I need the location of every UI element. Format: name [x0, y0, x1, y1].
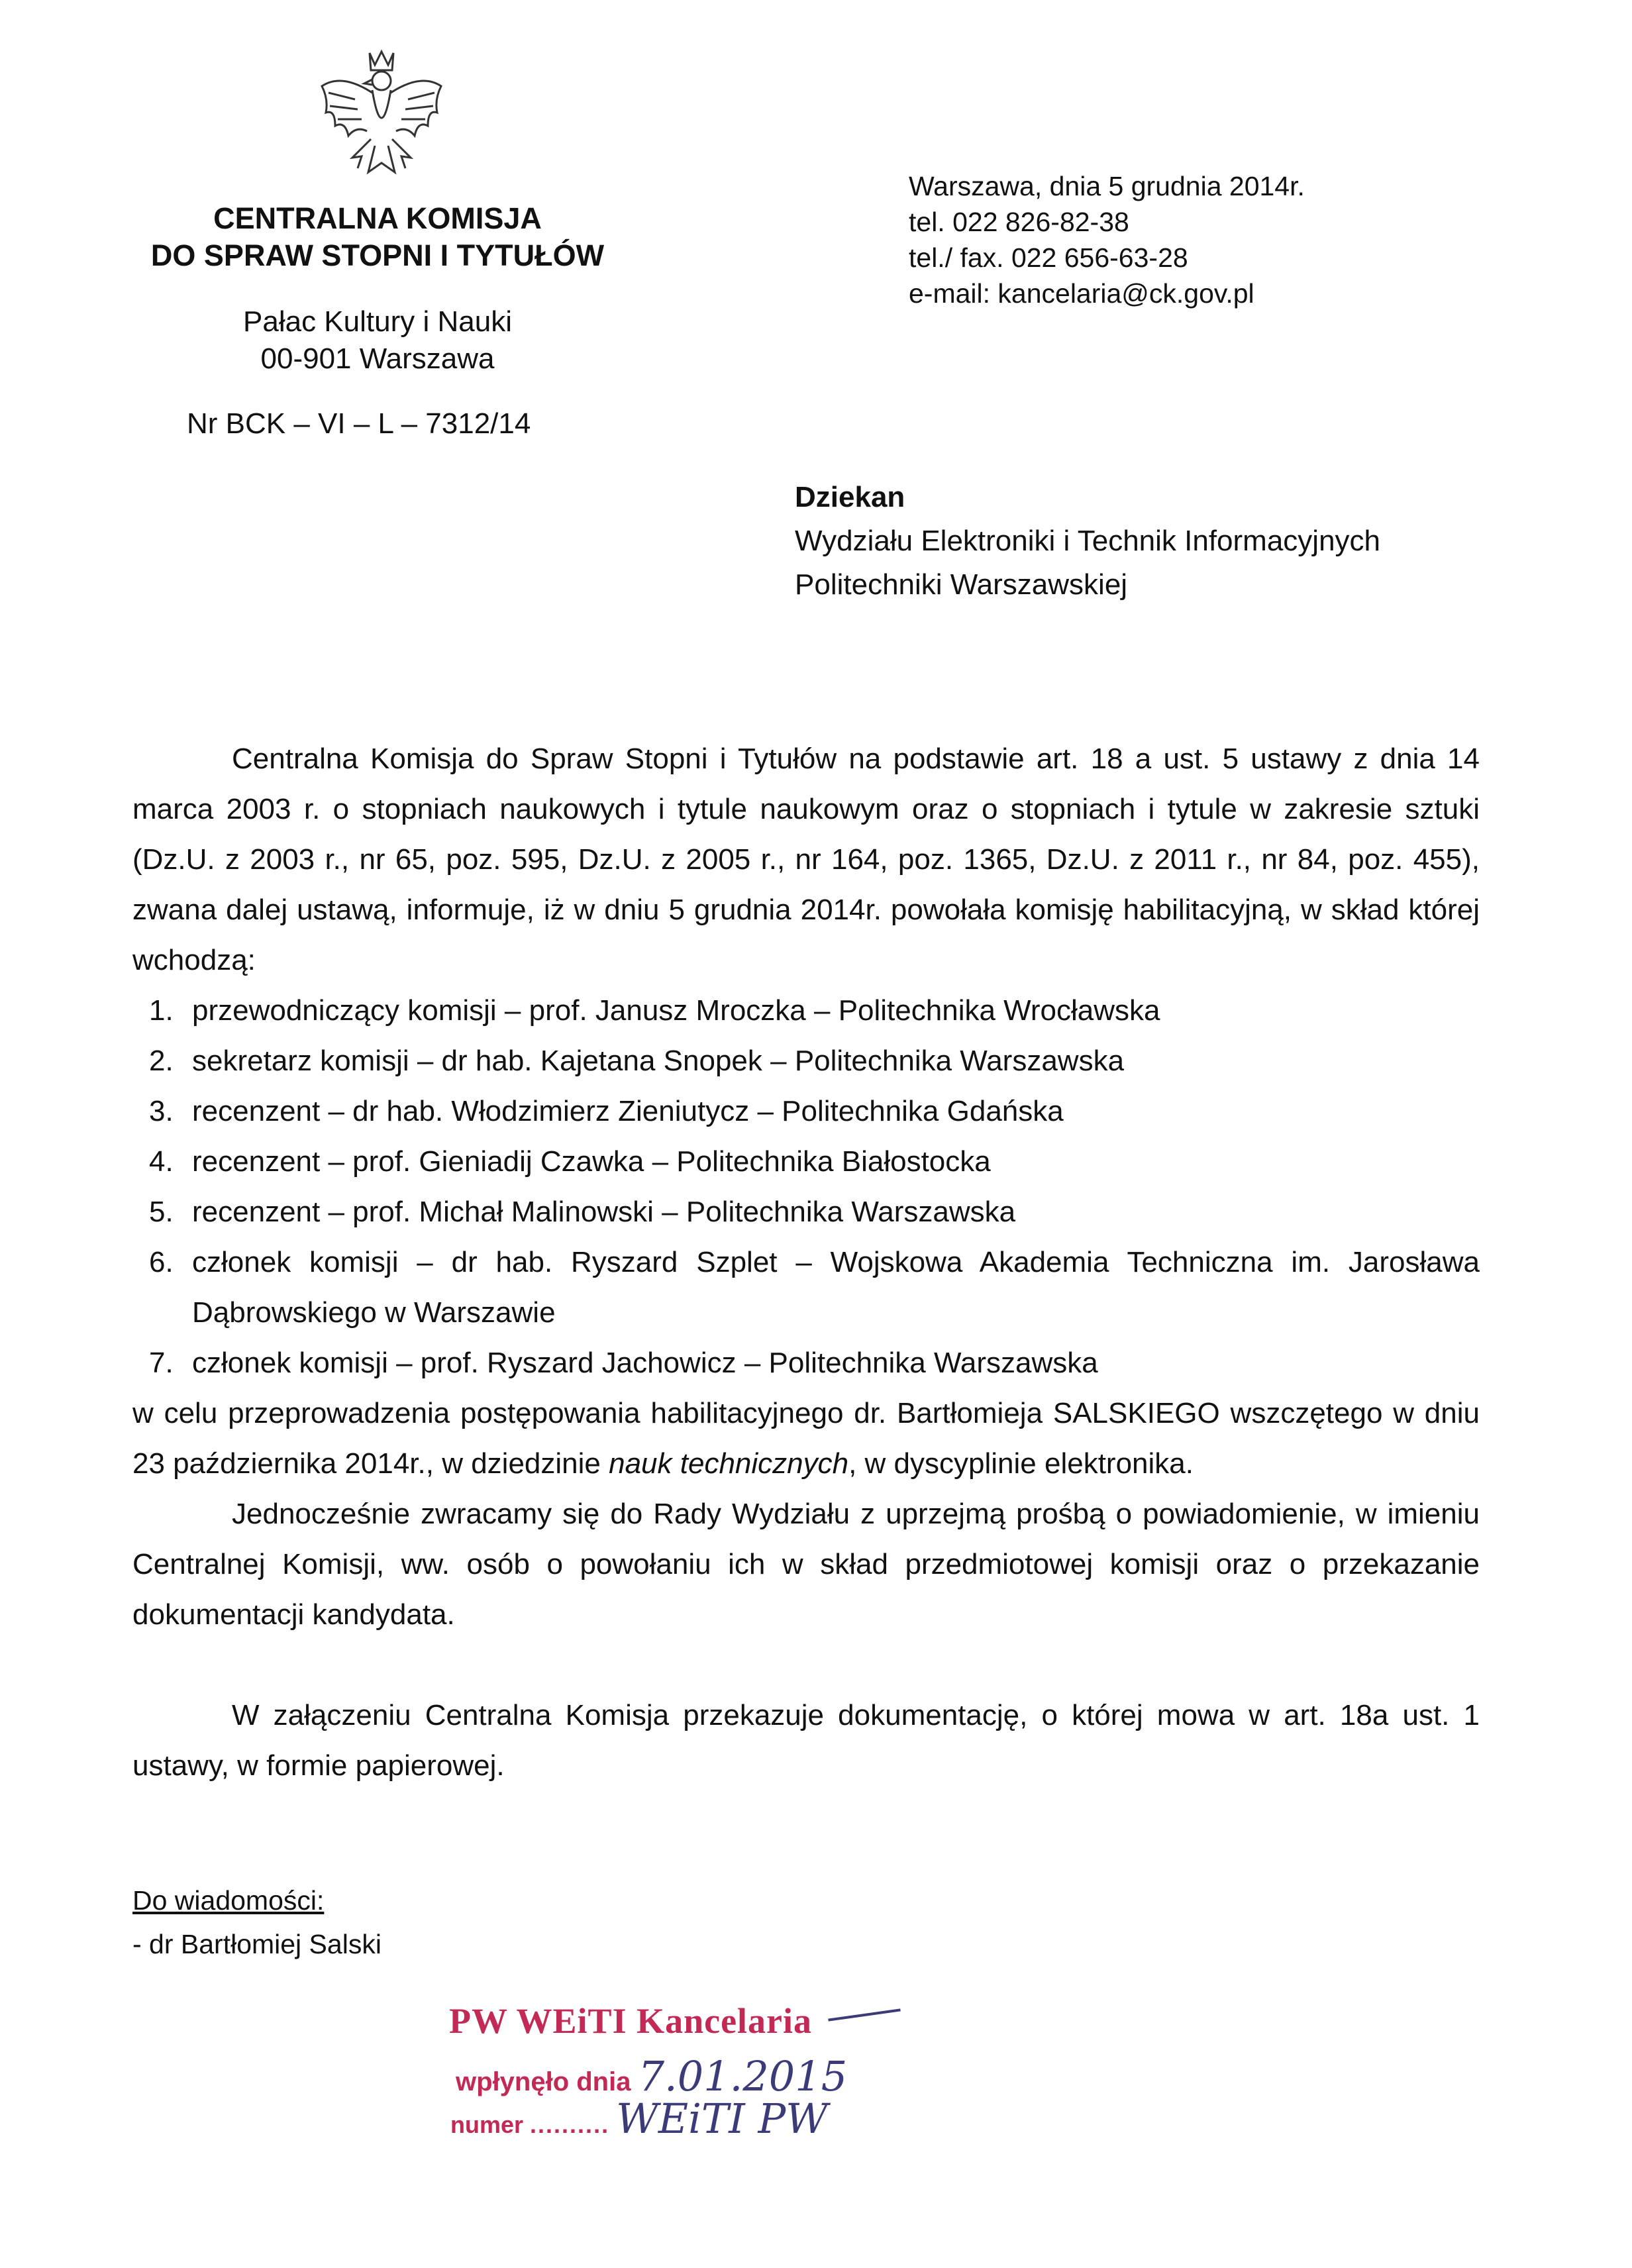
- fax: tel./ fax. 022 656-63-28: [909, 242, 1188, 273]
- list-item-number: 7.: [149, 1347, 174, 1379]
- institution-name: [93, 200, 662, 274]
- list-item-text: recenzent – prof. Michał Malinowski – Politechnika Warszawska: [192, 1196, 1016, 1228]
- purpose-field: nauk technicznych: [609, 1447, 849, 1480]
- office-stamp-title: PW WEiTI Kancelaria: [449, 2001, 813, 2041]
- committee-members-list: [132, 986, 1480, 1388]
- list-item-number: 1.: [149, 994, 174, 1027]
- recipient-role: Dziekan: [795, 481, 905, 513]
- cc-item: - dr Bartłomiej Salski: [132, 1929, 382, 1959]
- email: e-mail: kancelaria@ck.gov.pl: [909, 278, 1254, 309]
- list-item: [132, 986, 1480, 1036]
- address-line1: Pałac Kultury i Nauki: [243, 305, 512, 338]
- cc-block: [132, 1879, 382, 1966]
- list-item-number: 5.: [149, 1196, 174, 1228]
- date-line: Warszawa, dnia 5 grudnia 2014r.: [909, 171, 1305, 201]
- purpose-text: w celu przeprowadzenia postępowania habilitacyjnego dr. Bartłomieja SALSKIEGO wszczętego w dniu 23 października 2014r., w dziedzinie: [132, 1397, 1480, 1480]
- address-line2: 00-901 Warszawa: [260, 342, 495, 375]
- list-item-number: 2.: [149, 1045, 174, 1077]
- list-item-number: 4.: [149, 1145, 174, 1178]
- contact-block: [909, 168, 1305, 311]
- reference-number: Nr BCK – VI – L – 7312/14: [187, 407, 531, 440]
- list-item-text: przewodniczący komisji – prof. Janusz Mroczka – Politechnika Wrocławska: [192, 994, 1160, 1027]
- list-item: [132, 1187, 1480, 1237]
- stamp-number-label: numer: [450, 2111, 524, 2138]
- list-item-text: recenzent – prof. Gieniadij Czawka – Politechnika Białostocka: [192, 1145, 991, 1178]
- telephone: tel. 022 826-82-38: [909, 207, 1129, 237]
- recipient-line1: Wydziału Elektroniki i Technik Informacyjnych: [795, 525, 1381, 557]
- list-item-number: 3.: [149, 1095, 174, 1127]
- institution-line2: DO SPRAW STOPNI I TYTUŁÓW: [150, 238, 605, 272]
- institution-line1: CENTRALNA KOMISJA: [213, 201, 542, 235]
- polish-eagle-emblem-icon: [315, 46, 448, 187]
- list-item: [132, 1086, 1480, 1137]
- handwritten-stroke: [828, 2008, 900, 2021]
- list-item-text: członek komisji – dr hab. Ryszard Szplet – Wojskowa Akademia Techniczna im. Jarosława Dąbrowskiego w Warszawie: [192, 1246, 1480, 1329]
- institution-address: [93, 303, 662, 378]
- intro-paragraph: Centralna Komisja do Spraw Stopni i Tytułów na podstawie art. 18 a ust. 5 ustawy z dnia 14 marca 2003 r. o stopniach naukowych i tytule naukowym oraz o stopniach i tytule w zakresie sztuki (Dz.U. z 2003 r., nr 65, poz. 595, Dz.U. z 2005 r., nr 164, poz. 1365, Dz.U. z 2011 r., nr 84, poz. 455), zwana dalej ustawą, informuje, iż w dniu 5 grudnia 2014r. powołała komisję habilitacyjną, w skład której wchodzą:: [132, 743, 1480, 976]
- list-item-number: 6.: [149, 1246, 174, 1278]
- purpose-discipline: , w dyscyplinie elektronika.: [848, 1447, 1194, 1480]
- recipient-block: [795, 476, 1380, 607]
- list-item: [132, 1137, 1480, 1187]
- list-item-text: sekretarz komisji – dr hab. Kajetana Snopek – Politechnika Warszawska: [192, 1045, 1125, 1077]
- list-item-text: członek komisji – prof. Ryszard Jachowicz – Politechnika Warszawska: [192, 1347, 1098, 1379]
- attachment-paragraph: W załączeniu Centralna Komisja przekazuje dokumentację, o której mowa w art. 18a ust. 1 ustawy, w formie papierowej.: [132, 1699, 1480, 1782]
- stamp-number-row: numer .......... WEiTI PW: [450, 2094, 828, 2143]
- list-item: [132, 1237, 1480, 1338]
- request-paragraph: Jednocześnie zwracamy się do Rady Wydziału z uprzejmą prośbą o powiadomienie, w imieniu Centralnej Komisji, ww. osób o powołaniu ich w skład przedmiotowej komisji oraz o przekazanie dokumentacji kandydata.: [132, 1498, 1480, 1631]
- stamp-number-value: WEiTI PW: [616, 2094, 828, 2143]
- stamp-received-row: [456, 2052, 847, 2100]
- list-item: [132, 1036, 1480, 1086]
- cc-heading: Do wiadomości:: [132, 1885, 325, 1916]
- list-item: [132, 1338, 1480, 1388]
- stamp-received-label: wpłynęło dnia: [456, 2067, 631, 2096]
- stamp-received-date: 7.01.2015: [638, 2052, 848, 2100]
- letter-body: [132, 734, 1480, 1791]
- list-item-text: recenzent – dr hab. Włodzimierz Zieniutycz – Politechnika Gdańska: [192, 1095, 1064, 1127]
- recipient-line2: Politechniki Warszawskiej: [795, 568, 1128, 601]
- purpose-paragraph: [132, 1388, 1480, 1489]
